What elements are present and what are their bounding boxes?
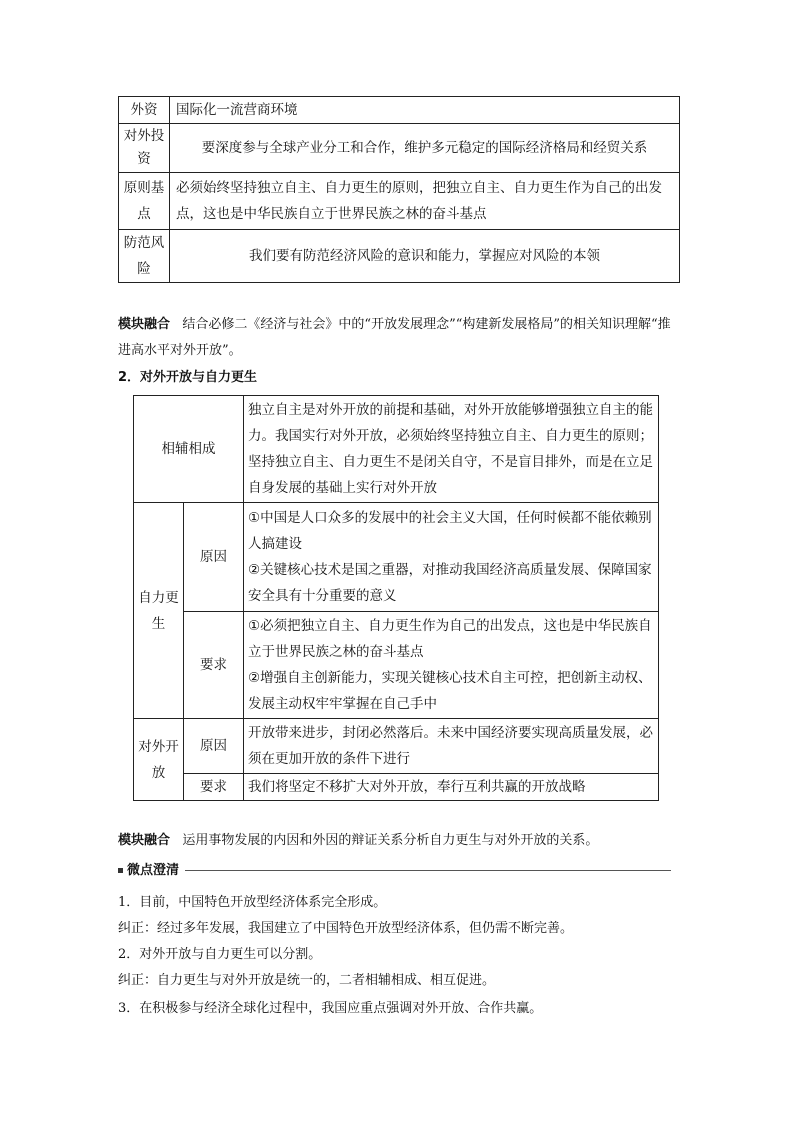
row-text: [244, 503, 659, 612]
row-text: 我们要有防范经济风险的意识和能力，掌握应对风险的本领: [170, 230, 680, 283]
fusion-note-1: [118, 312, 678, 364]
divider: [118, 870, 671, 871]
requirement-item: ①必须把独立自主、自力更生作为自己的出发点，这也是中华民族自立于世界民族之林的奋斗基点: [248, 618, 652, 660]
row-text: 国际化一流营商环境: [170, 97, 680, 124]
clarify-question: 1．目前，中国特色开放型经济体系完全形成。: [118, 895, 387, 910]
row-text: 必须始终坚持独立自主、自力更生的原则，把独立自主、自力更生作为自己的出发点，这也是中华民族自立于世界民族之林的奋斗基点: [170, 173, 680, 230]
sub-label: 原因: [184, 503, 244, 612]
row-label: 外资: [119, 97, 170, 124]
row-text: 我们将坚定不移扩大对外开放，奉行互利共赢的开放战略: [244, 774, 659, 801]
table-row: [134, 503, 659, 612]
fusion-text: 结合必修二《经济与社会》中的“开放发展理念”“构建新发展格局”的相关知识理解“推进高水平对外开放”。: [118, 317, 671, 358]
requirement-item: ②增强自主创新能力，实现关键核心技术自主可控，把创新主动权、发展主动权牢牢掌握在自己手中: [248, 670, 652, 712]
row-text: 开放带来进步，封闭必然落后。未来中国经济要实现高质量发展，必须在更加开放的条件下进行: [244, 719, 659, 774]
section-title: 2．对外开放与自力更生: [118, 370, 258, 385]
clarify-question: 3．在积极参与经济全球化过程中，我国应重点强调对外开放、合作共赢。: [118, 1001, 543, 1016]
clarify-correction: [118, 968, 678, 994]
row-text: 要深度参与全球产业分工和合作，维护多元稳定的国际经济格局和经贸关系: [170, 124, 680, 173]
correction-tag: 纠正：: [118, 921, 158, 936]
table-row: [134, 396, 659, 503]
table-row: [119, 230, 680, 283]
sub-label: 要求: [184, 774, 244, 801]
row-text: [244, 612, 659, 719]
square-bullet-icon: [118, 868, 123, 873]
row-label: 对外投资: [119, 124, 170, 173]
table-row: [134, 719, 659, 774]
openness-table: [133, 395, 659, 801]
row-label: 原则基点: [119, 173, 170, 230]
clarify-heading-text: 微点澄清: [127, 863, 180, 878]
table-row: [134, 774, 659, 801]
table-row: [119, 97, 680, 124]
clarify-correction: [118, 916, 678, 942]
correction-text: 经过多年发展，我国建立了中国特色开放型经济体系，但仍需不断完善。: [157, 921, 574, 936]
fusion-note-2: [118, 828, 678, 854]
fusion-text: 运用事物发展的内因和外因的辩证关系分析自力更生与对外开放的关系。: [182, 833, 599, 848]
reason-item: ②关键核心技术是国之重器，对推动我国经济高质量发展、保障国家安全具有十分重要的意义: [248, 562, 652, 604]
clarify-question: 2．对外开放与自力更生可以分割。: [118, 947, 322, 962]
row-text: 独立自主是对外开放的前提和基础，对外开放能够增强独立自主的能力。我国实行对外开放，必须始终坚持独立自主、自力更生的原则；坚持独立自主、自力更生不是闭关自守，不是盲目排外，而是在立足自身发展的基础上实行对外开放: [244, 396, 659, 503]
table-row: [134, 612, 659, 719]
table-row: [119, 173, 680, 230]
clarify-heading: [118, 861, 671, 881]
reason-item: ①中国是人口众多的发展中的社会主义大国，任何时候都不能依赖别人搞建设: [248, 510, 652, 552]
table-row: [119, 124, 680, 173]
row-label: 相辅相成: [134, 396, 244, 503]
fusion-tag: 模块融合: [118, 833, 171, 848]
policy-table: [118, 96, 680, 283]
correction-tag: 纠正：: [118, 973, 158, 988]
group-label: 自力更生: [134, 503, 184, 719]
sub-label: 要求: [184, 612, 244, 719]
sub-label: 原因: [184, 719, 244, 774]
correction-text: 自力更生与对外开放是统一的，二者相辅相成、相互促进。: [157, 973, 496, 988]
fusion-tag: 模块融合: [118, 317, 171, 332]
group-label: 对外开放: [134, 719, 184, 801]
row-label: 防范风险: [119, 230, 170, 283]
